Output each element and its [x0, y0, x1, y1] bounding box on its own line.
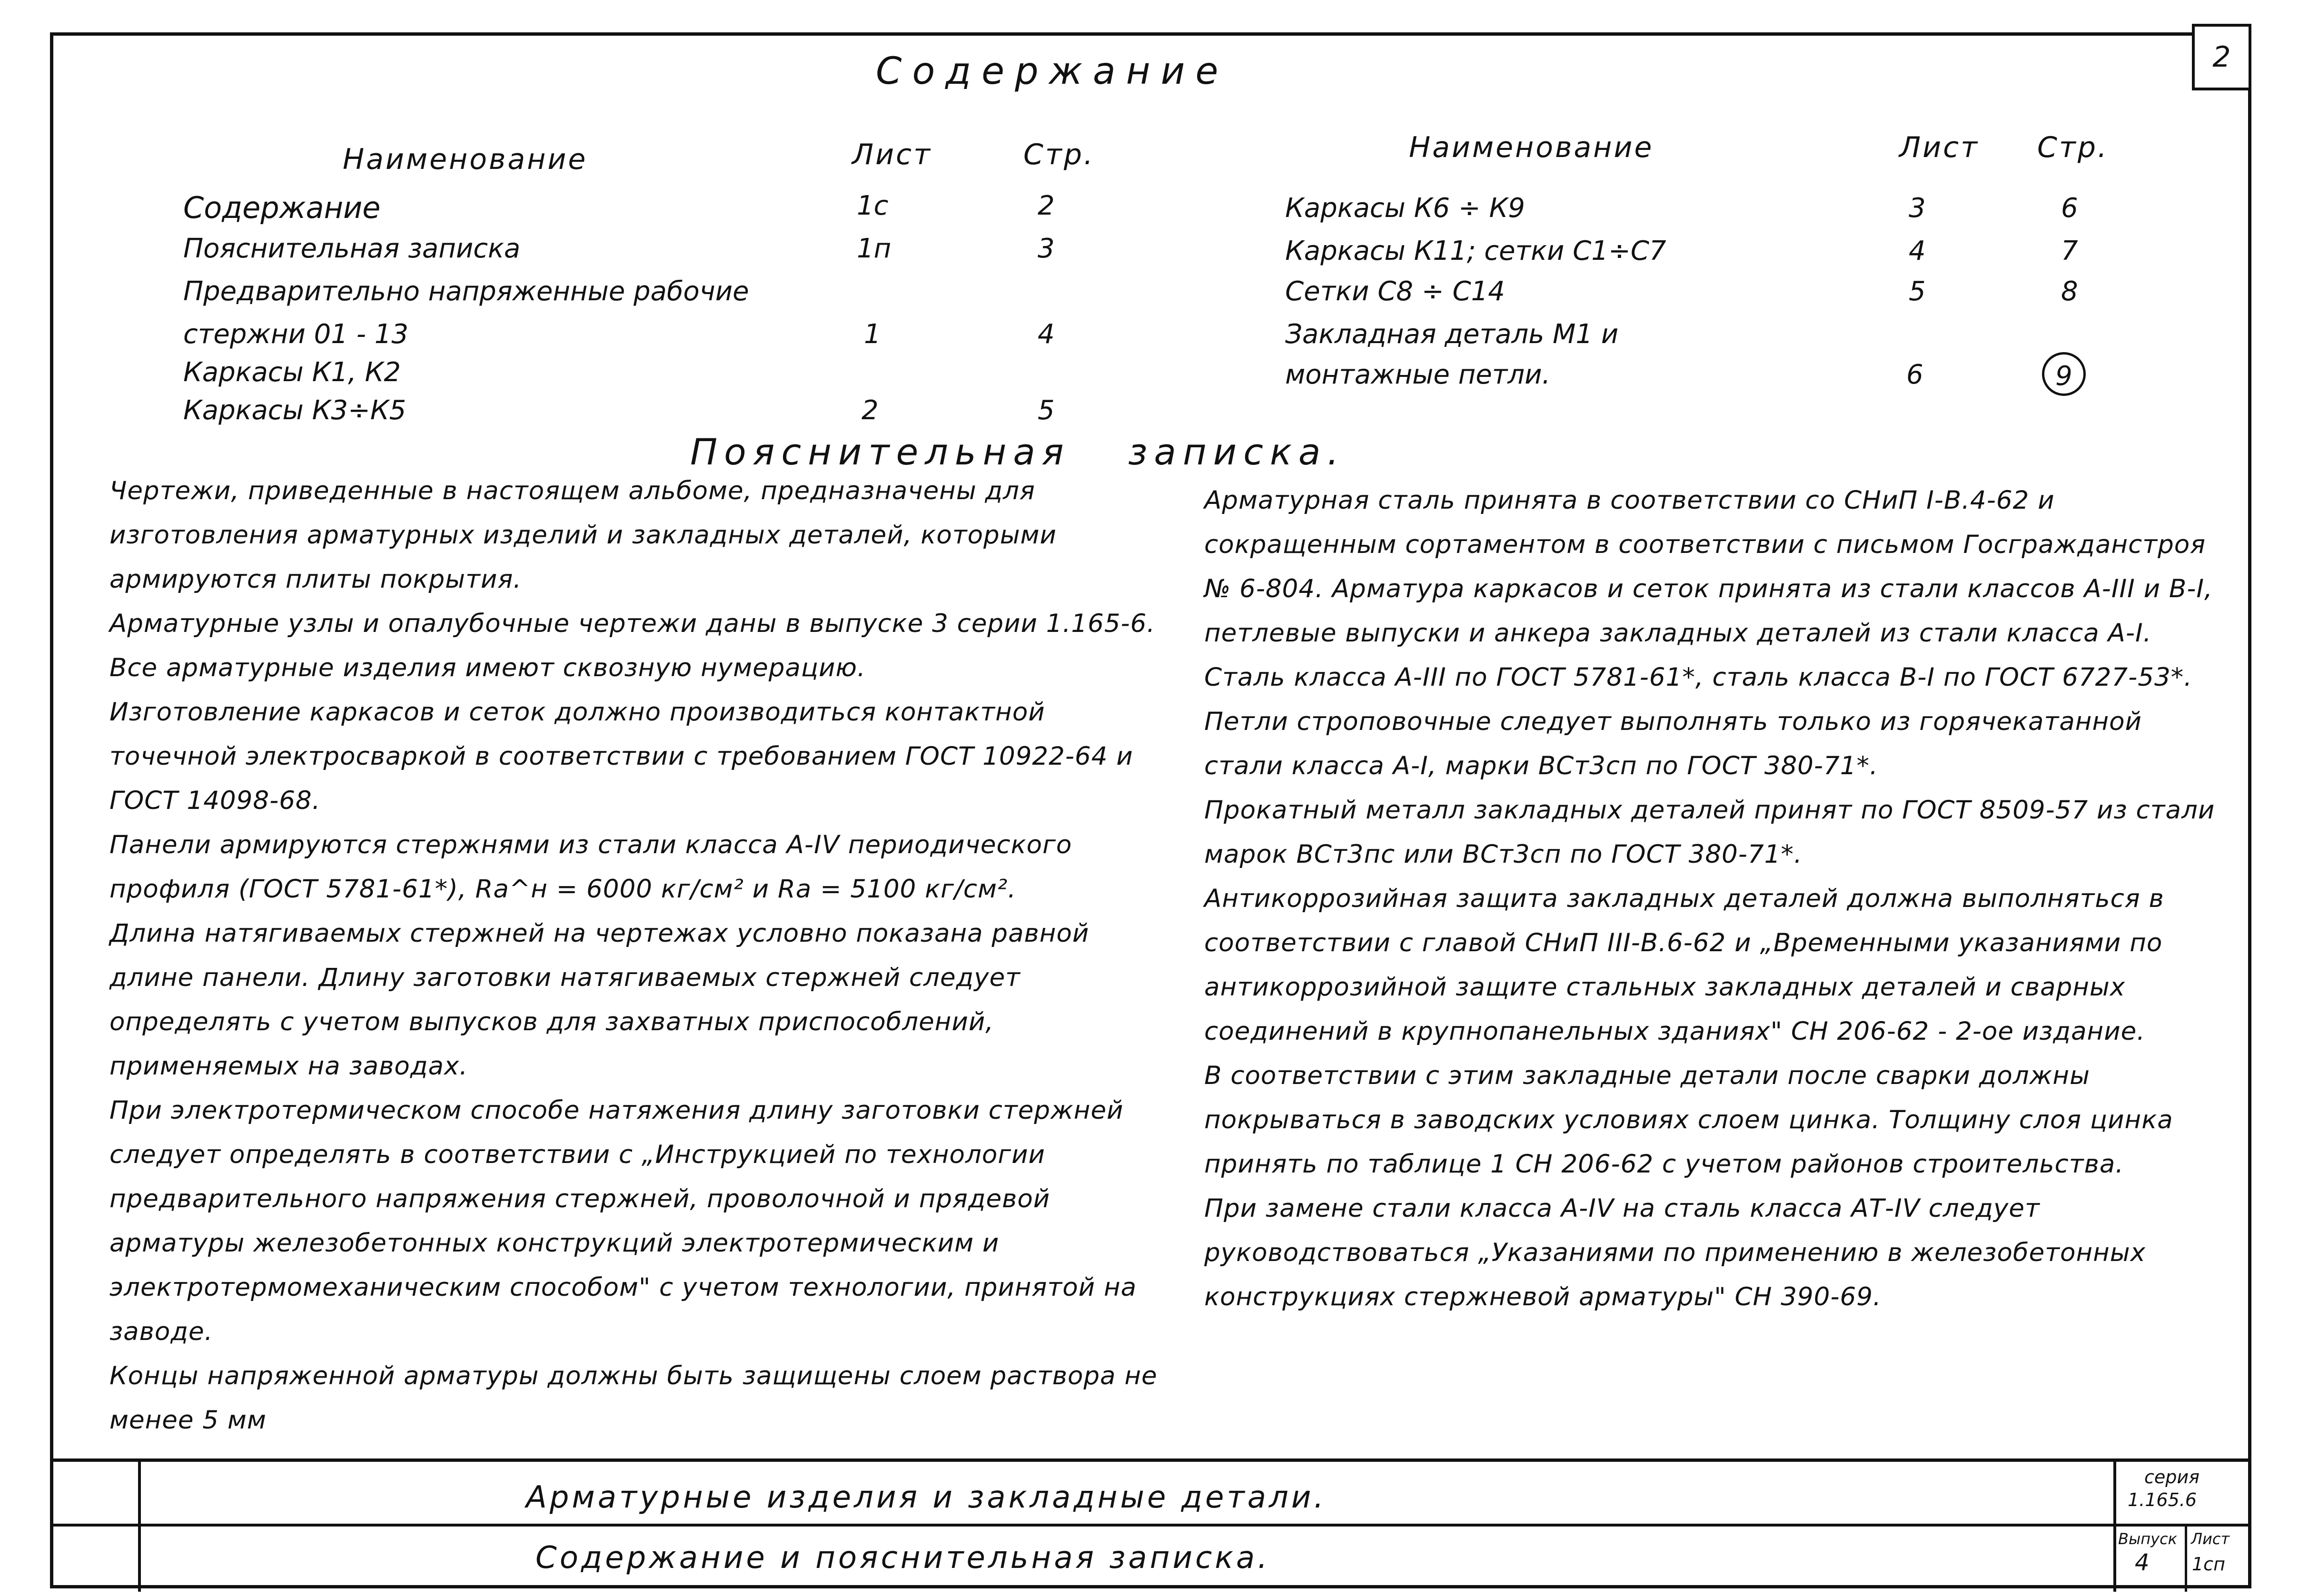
stamp-divider — [50, 1524, 2251, 1527]
title-block — [50, 1458, 2251, 1592]
toc-item-page: 5 — [1038, 395, 1055, 426]
stamp-issue-value: 4 — [2135, 1549, 2150, 1576]
page-title: Содержание — [876, 50, 1229, 93]
stamp-divider — [2185, 1526, 2187, 1592]
stamp-title-line1: Арматурные изделия и закладные детали. — [526, 1480, 1327, 1515]
note-title: Пояснительная — [690, 431, 1070, 473]
toc-item-name: Закладная деталь М1 и — [1285, 319, 1619, 350]
note-paragraph: При замене стали класса А-IV на сталь класса АТ-IV следует руководствоваться „Указаниями по применению в железобетонных конструкциях стержневой арматуры" СН 390-69. — [1204, 1194, 2146, 1311]
note-paragraph: Чертежи, приведенные в настоящем альбоме, предназначены для изготовления арматурных изделий и закладных деталей, которыми армируются плиты покрытия. — [109, 476, 1057, 594]
circled-page-number: 9 — [2042, 352, 2086, 396]
toc-item-page-circled — [2042, 352, 2086, 396]
toc-item-sheet: 3 — [1909, 193, 1926, 224]
note-paragraph: Длина натягиваемых стержней на чертежах условно показана равной длине панели. Длину заготовки натягиваемых стержней следует определять с учетом выпусков для захватных приспособлений, применяемых на заводах. — [109, 919, 1090, 1081]
toc-item-sheet: 2 — [862, 395, 879, 426]
toc-item-name: Предварительно напряженные рабочие — [183, 276, 749, 307]
note-paragraph: Концы напряженной арматуры должны быть защищены слоем раствора не менее 5 мм — [109, 1361, 1158, 1435]
toc-item-name: Каркасы К6 ÷ К9 — [1285, 193, 1525, 224]
page-number: 2 — [2192, 24, 2251, 90]
toc-item-sheet: 1 — [864, 319, 881, 350]
toc-item-sheet: 1с — [857, 190, 889, 221]
toc-item-sheet: 1п — [857, 233, 892, 264]
toc-right-header-name: Наименование — [1409, 131, 1654, 164]
toc-item-page: 7 — [2061, 236, 2078, 266]
note-paragraph: Изготовление каркасов и сеток должно производиться контактной точечной электросваркой в соответствии с требованием ГОСТ 10922-64 и ГОСТ 14098-68. — [109, 698, 1133, 815]
note-paragraph: Арматурная сталь принята в соответствии со СНиП I-В.4-62 и сокращенным сортаментом в соответствии с письмом Госгражданстроя № 6-804. Арматура каркасов и сеток принята из стали классов А-III и В-I, петлевые выпуски и анкера закладных деталей из стали класса А-I. Сталь класса А-III по ГОСТ 5781-61*, сталь класса В-I по ГОСТ 6727-53*. — [1204, 486, 2213, 692]
stamp-sheet-value: 1сп — [2192, 1554, 2225, 1575]
note-paragraph: Прокатный металл закладных деталей принят по ГОСТ 8509-57 из стали марок ВСт3пс или ВСт3сп по ГОСТ 380-71*. — [1204, 796, 2215, 869]
toc-item-name: монтажные петли. — [1285, 359, 1551, 390]
note-paragraph: При электротермическом способе натяжения длину заготовки стержней следует определять в соответствии с „Инструкцией по технологии предварительного напряжения стержней, проволочной и прядевой арматуры железобетонных конструкций электротермическим и электротермомеханическим способом" с учетом технологии, принятой на заводе. — [109, 1096, 1137, 1346]
toc-item-name: Содержание — [183, 190, 381, 225]
toc-item-name: Сетки С8 ÷ С14 — [1285, 276, 1505, 307]
note-right-column — [1204, 478, 2228, 1319]
stamp-divider — [2113, 1462, 2116, 1592]
toc-item-page: 3 — [1038, 233, 1055, 264]
toc-item-sheet: 4 — [1909, 236, 1926, 266]
note-paragraph: Петли строповочные следует выполнять только из горячекатанной стали класса А-I, марки ВСт3сп по ГОСТ 380-71*. — [1204, 707, 2142, 780]
stamp-issue-label: Выпуск — [2118, 1530, 2177, 1548]
stamp-sheet-label: Лист — [2191, 1530, 2230, 1548]
note-paragraph: В соответствии с этим закладные детали после сварки должны покрываться в заводских условиях слоем цинка. Толщину слоя цинка принять по таблице 1 СН 206-62 с учетом районов строительства. — [1204, 1061, 2173, 1179]
note-paragraph: Антикоррозийная защита закладных деталей должна выполняться в соответствии с главой СНиП III-В.6-62 и „Временными указаниями по антикоррозийной защите стальных закладных деталей и сварных соединений в крупнопанельных зданиях" СН 206-62 - 2-ое издание. — [1204, 884, 2164, 1046]
toc-left-header-page: Стр. — [1023, 138, 1095, 171]
toc-item-name: Каркасы К11; сетки С1÷С7 — [1285, 236, 1666, 266]
toc-item-name: Каркасы К3÷К5 — [183, 395, 406, 426]
toc-left-header-name: Наименование — [343, 143, 588, 176]
toc-left-header-sheet: Лист — [852, 138, 932, 171]
note-paragraph: Панели армируются стержнями из стали класса А-IV периодического профиля (ГОСТ 5781-61*), Rа^н = 6000 кг/см² и Rа = 5100 кг/см². — [109, 830, 1072, 904]
toc-item-page: 2 — [1038, 190, 1055, 221]
note-paragraph: Все арматурные изделия имеют сквозную нумерацию. — [109, 653, 866, 682]
note-left-column — [109, 469, 1180, 1442]
toc-item-page: 4 — [1038, 319, 1055, 350]
toc-item-page: 6 — [2061, 193, 2078, 224]
toc-right-header-page: Стр. — [2037, 131, 2109, 164]
toc-item-name: Каркасы К1, К2 — [183, 357, 401, 388]
toc-right-header-sheet: Лист — [1899, 131, 1980, 164]
stamp-series-label: серия — [2144, 1467, 2200, 1488]
note-paragraph: Арматурные узлы и опалубочные чертежи даны в выпуске 3 серии 1.165-6. — [109, 609, 1156, 638]
stamp-divider — [138, 1462, 141, 1592]
toc-item-name: Пояснительная записка — [183, 233, 521, 264]
toc-item-sheet: 5 — [1909, 276, 1926, 307]
stamp-series-value: 1.165.6 — [2128, 1489, 2197, 1510]
toc-item-sheet: 6 — [1906, 359, 1923, 390]
toc-item-page: 8 — [2061, 276, 2078, 307]
toc-item-name: стержни 01 - 13 — [183, 319, 408, 350]
note-title-cont: записка. — [1128, 431, 1346, 473]
stamp-title-line2: Содержание и пояснительная записка. — [535, 1540, 1270, 1576]
